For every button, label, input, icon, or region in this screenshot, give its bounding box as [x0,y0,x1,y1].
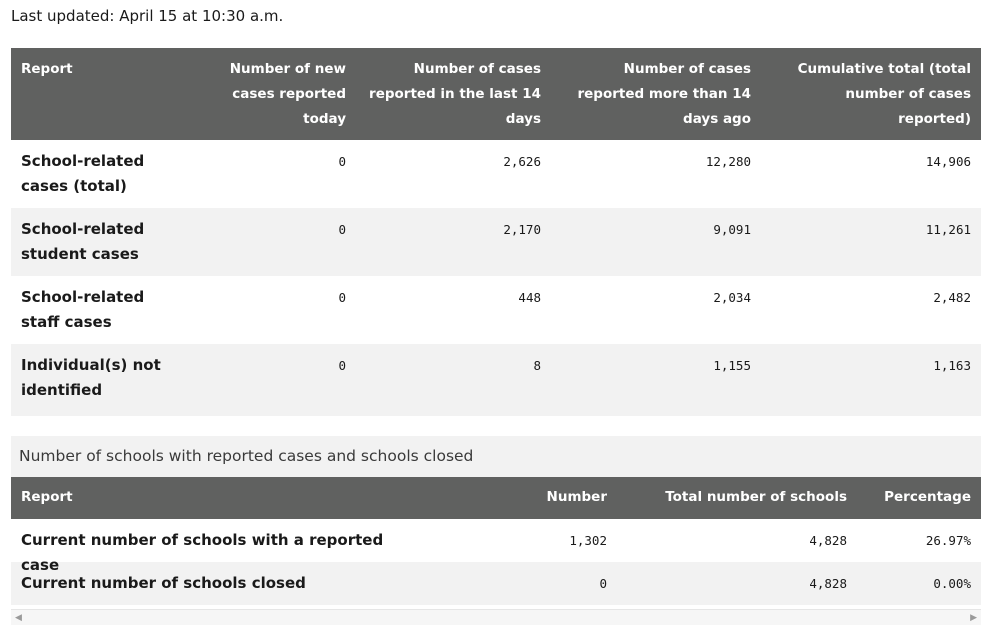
row-label: School-related student cases [21,220,145,263]
scroll-right-icon[interactable]: ▶ [970,613,977,623]
horizontal-scrollbar[interactable] [11,609,981,625]
more-than-14-days-value: 9,091 [713,222,751,237]
new-today-value: 0 [338,154,346,169]
table-header [11,48,981,140]
column-header-number: Number [546,489,607,505]
column-header-report: Report [21,489,73,505]
percentage-value: 0.00% [933,576,971,591]
last-14-days-value: 8 [533,358,541,373]
number-value: 1,302 [569,533,607,548]
school-cases-table [11,48,981,416]
schools-table [11,436,981,605]
number-value: 0 [599,576,607,591]
column-header-report: Report [21,61,73,77]
column-header-last-14-days: Number of cases reported in the last 14 days [369,61,541,127]
last-14-days-value: 448 [518,290,541,305]
percentage-value: 26.97% [925,533,971,548]
column-header-cumulative-total: Cumulative total (total number of cases reported) [797,61,971,127]
cumulative-total-value: 14,906 [925,154,971,169]
last-updated-text: Last updated: April 15 at 10:30 a.m. [11,7,284,25]
row-label: School-related cases (total) [21,152,145,195]
total-schools-value: 4,828 [809,576,847,591]
row-label: School-related staff cases [21,288,145,331]
total-schools-value: 4,828 [809,533,847,548]
new-today-value: 0 [338,222,346,237]
last-14-days-value: 2,626 [503,154,541,169]
column-header-percentage: Percentage [884,489,971,505]
table-footer-spacer [11,412,981,416]
cumulative-total-value: 2,482 [933,290,971,305]
more-than-14-days-value: 1,155 [713,358,751,373]
cumulative-total-value: 1,163 [933,358,971,373]
new-today-value: 0 [338,290,346,305]
column-header-total-schools: Total number of schools [665,489,847,505]
table-row [11,208,981,276]
row-label: Individual(s) not identified [21,356,161,399]
row-label: Current number of schools closed [21,574,306,592]
table-row [11,140,981,208]
more-than-14-days-value: 2,034 [713,290,751,305]
column-header-more-than-14-days: Number of cases reported more than 14 days ago [577,61,751,127]
table-row [11,276,981,344]
new-today-value: 0 [338,358,346,373]
row-label: Current number of schools with a reported case [21,531,384,574]
cumulative-total-value: 11,261 [925,222,971,237]
table-row [11,344,981,412]
table-header [11,477,981,519]
table-row [11,562,981,605]
scroll-left-icon[interactable]: ◀ [15,613,22,623]
more-than-14-days-value: 12,280 [705,154,751,169]
table-caption: Number of schools with reported cases and schools closed [11,436,981,477]
table-row [11,519,981,574]
last-14-days-value: 2,170 [503,222,541,237]
column-header-new-today: Number of new cases reported today [229,61,346,127]
